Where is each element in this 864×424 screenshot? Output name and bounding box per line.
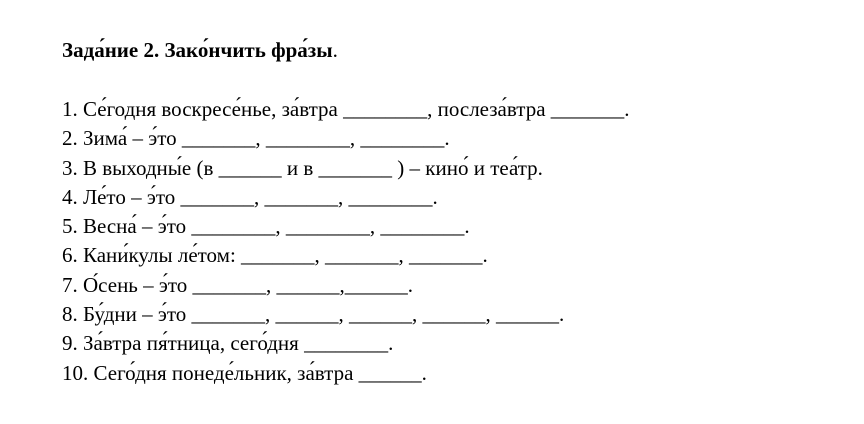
task-heading	[62, 36, 338, 64]
exercise-item: 9. За́втра пя́тница, сего́дня ________.	[62, 331, 394, 356]
exercise-item: 6. Кани́кулы ле́том: _______, _______, _______.	[62, 243, 488, 268]
exercise-item: 7. О́сень – э́то _______, ______,______.	[62, 272, 414, 297]
exercise-item: 4. Ле́то – э́то _______, _______, ________.	[62, 184, 438, 209]
exercise-item: 10. Сего́дня понеде́льник, за́втра ______.	[62, 360, 427, 385]
exercise-item: 3. В выходны́е (в ______ и в _______ ) – кино́ и теа́тр.	[62, 155, 543, 180]
task-title: Зада́ние 2. Зако́нчить фра́зы	[62, 38, 333, 62]
exercise-item: 1. Се́годня воскресе́нье, за́втра ________, послеза́втра _______.	[62, 97, 630, 121]
exercise-item: 8. Бу́дни – э́то _______, ______, ______, ______, ______.	[62, 302, 565, 327]
task-title-period: .	[332, 38, 338, 62]
exercise-list	[62, 95, 630, 388]
exercise-item: 5. Весна́ – э́то ________, ________, ________.	[62, 214, 470, 239]
exercise-item: 2. Зима́ – э́то _______, ________, ________.	[62, 126, 450, 151]
